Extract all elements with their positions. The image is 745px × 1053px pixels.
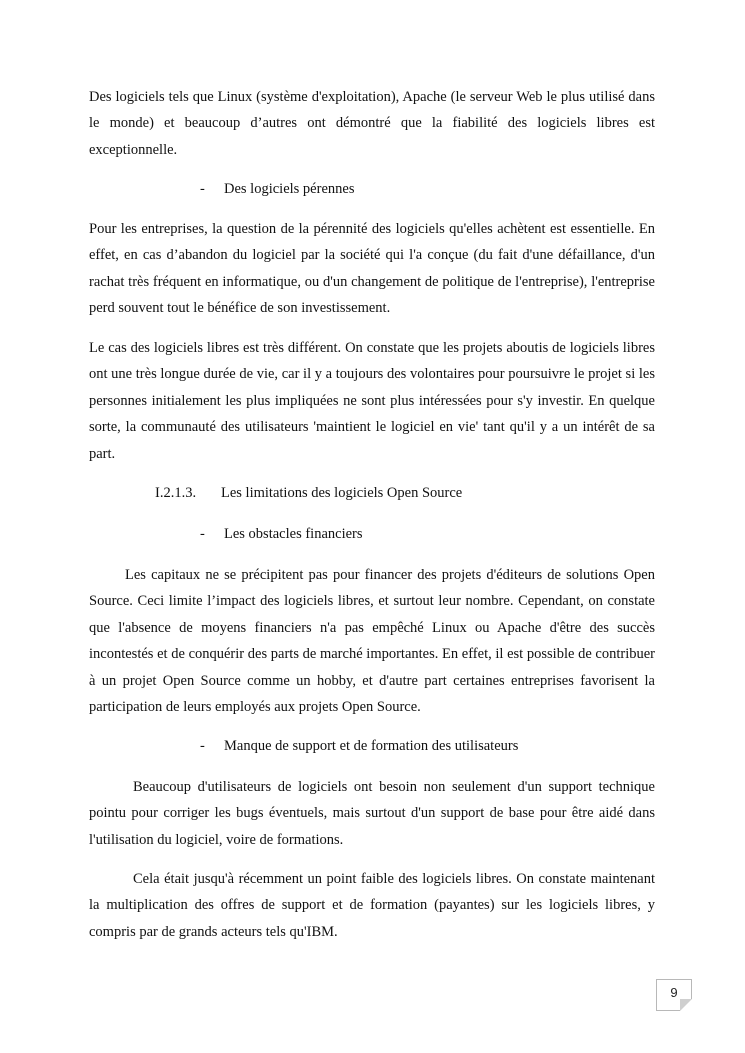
page-curl-icon <box>680 999 692 1011</box>
paragraph-perennity: Pour les entreprises, la question de la pérennité des logiciels qu'elles achètent est essentielle. En effet, en cas d’abandon du logiciel par la société qui l'a conçue (du fait d'une défaillance, d'un rachat très fréquent en informatique, ou d'un changement de politique de l'entreprise), l'entreprise perd souvent tout le bénéfice de son investissement. <box>89 221 655 317</box>
page-number-box <box>656 979 692 1011</box>
bullet-label: Manque de support et de formation des utilisateurs <box>224 738 519 754</box>
paragraph-user-support: Beaucoup d'utilisateurs de logiciels ont besoin non seulement d'un support technique pointu pour corriger les bugs éventuels, mais surtout d'un support de base pour être aidé dans l'utilisation du logiciel, voire de formations. <box>89 779 655 848</box>
bullet-label: Des logiciels pérennes <box>224 181 355 197</box>
section-number: I.2.1.3. <box>155 485 197 501</box>
section-heading <box>155 483 462 503</box>
bullet-financial-obstacles <box>200 524 363 544</box>
paragraph-reliability: Des logiciels tels que Linux (système d'exploitation), Apache (le serveur Web le plus utilisé dans le monde) et beaucoup d’autres ont démontré que la fiabilité des logiciels libres est exceptionnelle. <box>89 89 655 158</box>
bullet-perennial-software <box>200 179 354 199</box>
bullet-dash: - <box>200 526 205 542</box>
paragraph-free-software-lifespan: Le cas des logiciels libres est très différent. On constate que les projets aboutis de logiciels libres ont une très longue durée de vie, car il y a toujours des volontaires pour poursuivre le projet si les personnes initialement les plus impliquées ne sont plus intéressées pour s'y investir. En quelque sorte, la communauté des utilisateurs 'maintient le logiciel en vie' tant qu'il y a un intérêt de sa part. <box>89 340 655 462</box>
section-title: Les limitations des logiciels Open Source <box>221 485 463 501</box>
bullet-label: Les obstacles financiers <box>224 526 363 542</box>
bullet-dash: - <box>200 738 205 754</box>
page-number: 9 <box>670 985 678 1000</box>
bullet-lack-of-support <box>200 736 518 756</box>
paragraph-support-offers: Cela était jusqu'à récemment un point faible des logiciels libres. On constate maintenant la multiplication des offres de support et de formation (payantes) sur les logiciels libres, y compris par de grands acteurs tels qu'IBM. <box>89 871 655 940</box>
paragraph-capital: Les capitaux ne se précipitent pas pour financer des projets d'éditeurs de solutions Open Source. Ceci limite l’impact des logiciels libres, et surtout leur nombre. Cependant, on constate que l'absence de moyens financiers n'a pas empêché Linux ou Apache d'être des succès incontestés et de conquérir des parts de marché importantes. En effet, il est possible de contribuer à un projet Open Source comme un hobby, et d'autre part certaines entreprises favorisent la participation de leurs employés aux projets Open Source. <box>89 567 655 716</box>
bullet-dash: - <box>200 181 205 197</box>
